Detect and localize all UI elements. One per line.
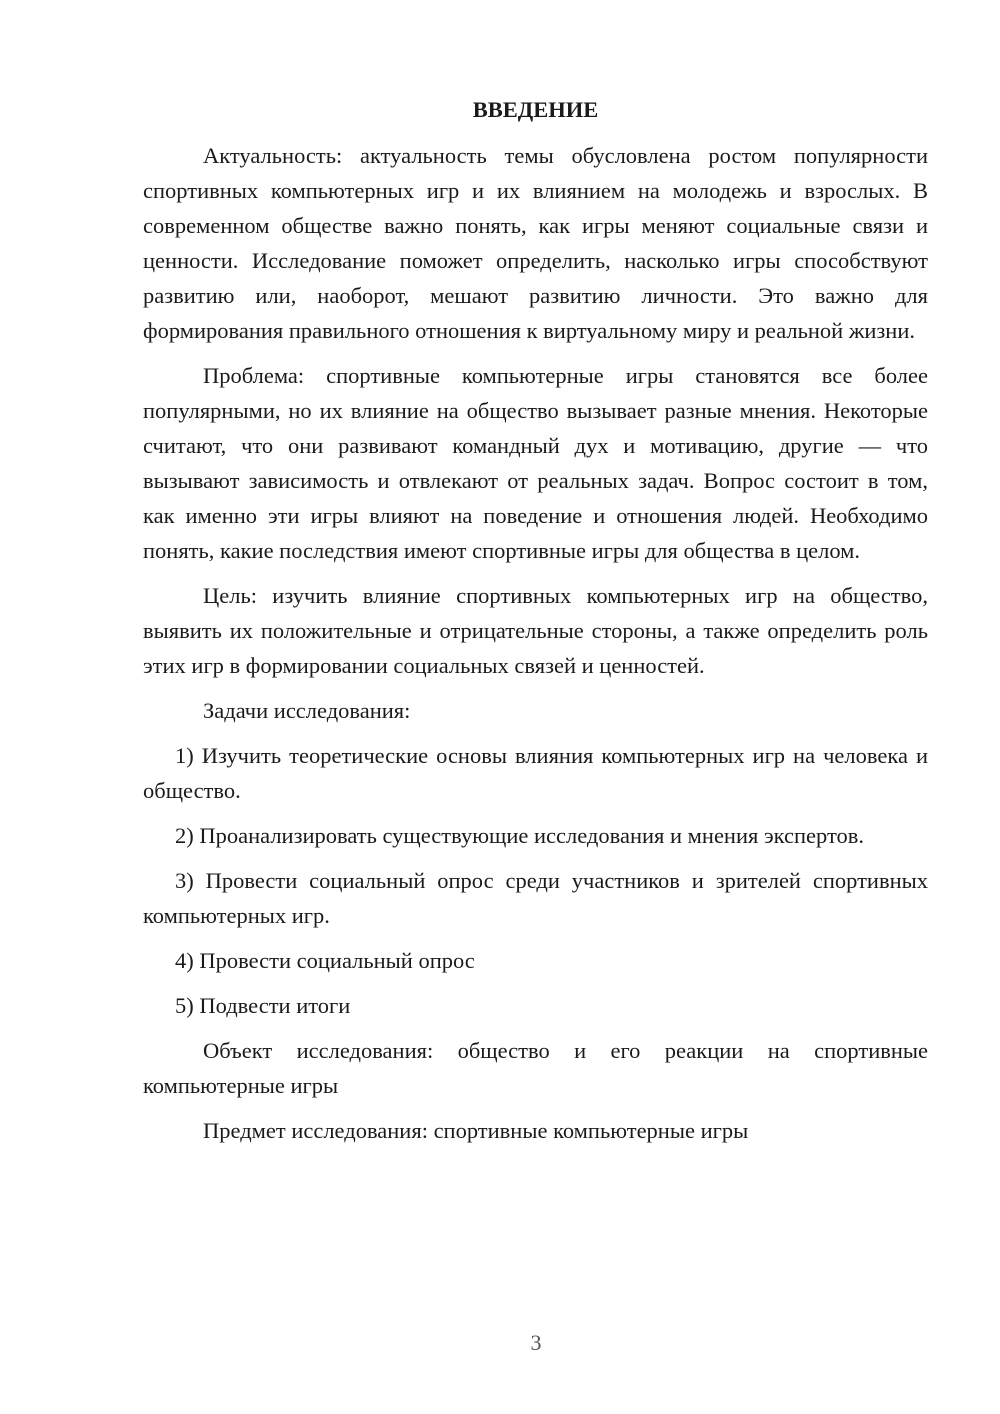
paragraph-relevance: Актуальность: актуальность темы обусловлена ростом популярности спортивных компьютерных игр и их влиянием на молодежь и взрослых. В современном обществе важно понять, как игры меняют социальные связи и ценности. Исследование поможет определить, насколько игры способствуют развитию или, наоборот, мешают развитию личности. Это важно для формирования правильного отношения к виртуальному миру и реальной жизни. xyxy=(143,143,928,343)
task-item-3: 3) Провести социальный опрос среди участников и зрителей спортивных компьютерных игр. xyxy=(143,868,928,928)
task-item-1: 1) Изучить теоретические основы влияния компьютерных игр на человека и общество. xyxy=(143,743,928,803)
paragraph-object: Объект исследования: общество и его реакции на спортивные компьютерные игры xyxy=(143,1038,928,1098)
page-number: 3 xyxy=(530,1330,542,1355)
paragraph-tasks-heading: Задачи исследования: xyxy=(203,698,411,723)
paragraph-goal: Цель: изучить влияние спортивных компьютерных игр на общество, выявить их положительные и отрицательные стороны, а также определить роль этих игр в формировании социальных связей и ценностей. xyxy=(143,583,928,678)
task-item-5: 5) Подвести итоги xyxy=(175,993,351,1018)
task-item-2: 2) Проанализировать существующие исследования и мнения экспертов. xyxy=(175,823,865,848)
document-page xyxy=(143,92,928,1158)
section-title: ВВЕДЕНИЕ xyxy=(472,97,599,122)
paragraph-problem: Проблема: спортивные компьютерные игры становятся все более популярными, но их влияние на общество вызывает разные мнения. Некоторые считают, что они развивают командный дух и мотивацию, другие — что вызывают зависимость и отвлекают от реальных задач. Вопрос состоит в том, как именно эти игры влияют на поведение и отношения людей. Необходимо понять, какие последствия имеют спортивные игры для общества в целом. xyxy=(143,363,928,563)
task-item-4: 4) Провести социальный опрос xyxy=(175,948,475,973)
paragraph-subject: Предмет исследования: спортивные компьютерные игры xyxy=(203,1118,749,1143)
